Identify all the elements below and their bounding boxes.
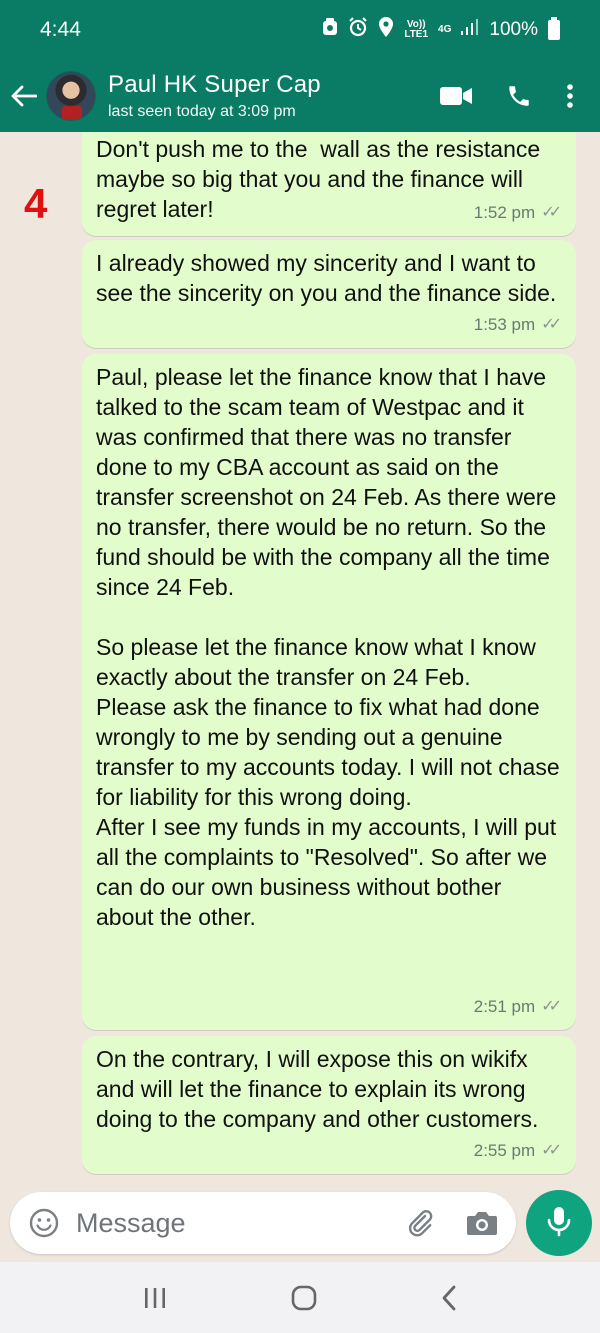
message-text: Paul, please let the finance know that I have talked to the scam team of Westpac and it was confirmed that there was no transfer done to my CBA account as said on the transfer screenshot on 24 Feb. As there were no transfer, there would be no return. So the fund should be with the company all the time since 24 Feb. So please let the finance know what I know exactly about the transfer on 24 Feb. Please ask the finance to fix what had done wrongly to me by sending out a genuine transfer to my accounts today. I will not chase for liability for this wrong doing. After I see my funds in my accounts, I will put all the complaints to "Resolved". So after we can do our own business without bother about the other. (96, 364, 560, 930)
volte-indicator: Vo)) LTE1 (404, 19, 429, 40)
read-ticks-icon: ✓✓ (541, 316, 556, 333)
voice-call-icon[interactable] (506, 83, 532, 109)
message-text: Don't push me to the wall as the resistance maybe so big that you and the finance will regret later! (96, 136, 547, 222)
message-input[interactable]: Message (76, 1207, 186, 1238)
back-arrow-icon[interactable] (2, 85, 46, 107)
message-text: On the contrary, I will expose this on wikifx and will let the finance to explain its wrong doing to the company and other customers. (96, 1046, 539, 1132)
attach-icon[interactable] (404, 1207, 436, 1239)
message-meta (474, 198, 562, 228)
read-ticks-icon: ✓✓ (541, 998, 556, 1015)
message-time: 2:51 pm (473, 997, 536, 1016)
system-nav-bar (0, 1262, 600, 1333)
message-text: I already showed my sincerity and I want to see the sincerity on you and the finance side. (96, 250, 557, 306)
more-options-icon[interactable] (566, 83, 574, 109)
recent-apps-icon[interactable] (142, 1286, 168, 1310)
chat-area (0, 132, 600, 1188)
message-bubble[interactable] (82, 1036, 576, 1174)
network-type: 4G (438, 24, 452, 35)
header-actions (440, 83, 574, 109)
location-icon (378, 17, 394, 43)
status-bar (0, 0, 600, 60)
back-icon[interactable] (440, 1285, 458, 1311)
message-bubble[interactable] (82, 132, 576, 236)
message-bubble[interactable] (82, 240, 576, 348)
message-composer[interactable] (10, 1192, 516, 1254)
read-ticks-icon: ✓✓ (541, 204, 556, 221)
contact-info[interactable] (108, 71, 440, 121)
app-notification-icon (322, 18, 338, 42)
message-bubble[interactable] (82, 354, 576, 1030)
chat-header (0, 60, 600, 132)
mic-button[interactable] (526, 1190, 592, 1256)
contact-name: Paul HK Super Cap (108, 71, 321, 98)
mic-icon (546, 1205, 572, 1242)
battery-percent: 100% (489, 19, 538, 40)
message-time: 1:53 pm (473, 315, 536, 334)
last-seen: last seen today at 3:09 pm (108, 103, 296, 120)
battery-icon (548, 20, 560, 40)
message-time: 2:55 pm (473, 1141, 536, 1160)
emoji-icon[interactable] (28, 1207, 60, 1239)
annotation-marker: 4 (24, 180, 48, 227)
status-time: 4:44 (40, 18, 81, 41)
message-meta (474, 1136, 562, 1166)
alarm-icon (348, 17, 368, 43)
message-meta (474, 310, 562, 340)
message-meta (474, 992, 562, 1022)
signal-icon (461, 19, 479, 41)
status-icons (322, 17, 560, 43)
avatar[interactable] (46, 71, 96, 121)
read-ticks-icon: ✓✓ (541, 1142, 556, 1159)
camera-icon[interactable] (466, 1209, 498, 1237)
home-icon[interactable] (291, 1285, 317, 1311)
video-call-icon[interactable] (440, 85, 472, 107)
message-time: 1:52 pm (473, 203, 536, 222)
